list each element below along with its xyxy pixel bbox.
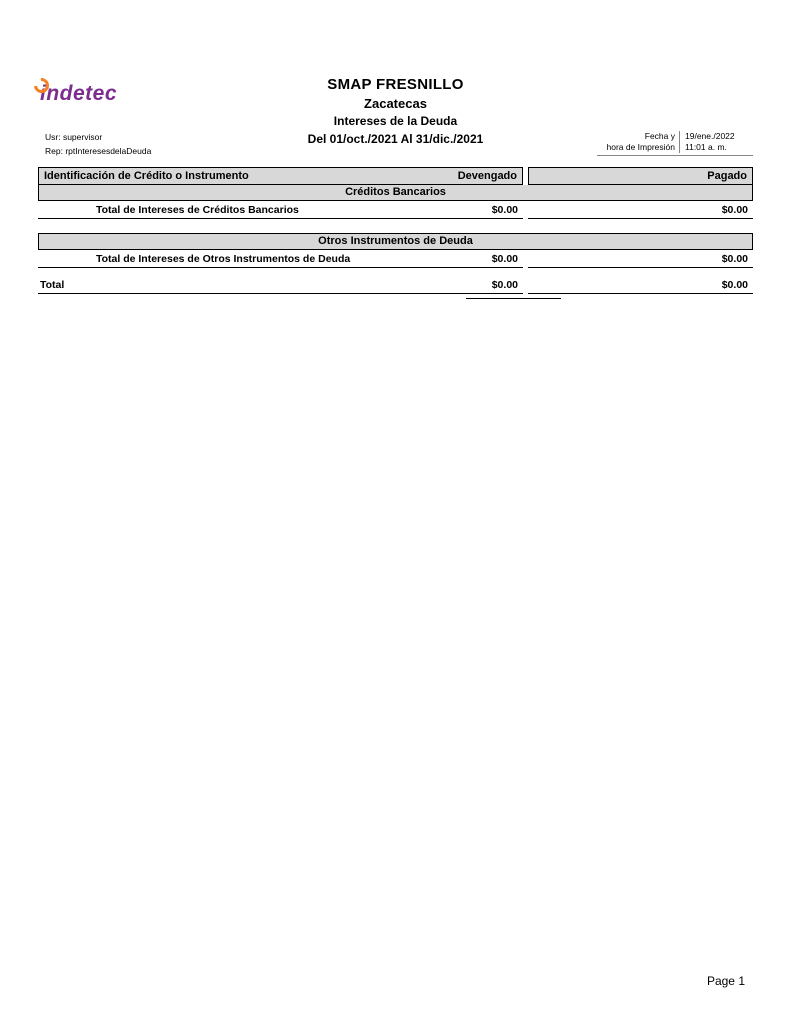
table-row bbox=[38, 203, 753, 219]
org-name: SMAP FRESNILLO bbox=[327, 76, 464, 93]
indetec-logo-text: indetec bbox=[40, 82, 118, 105]
section-creditos-bancarios: Créditos Bancarios bbox=[38, 185, 753, 201]
row-pagado: $0.00 bbox=[528, 203, 753, 219]
col-pagado: Pagado bbox=[528, 167, 753, 185]
date-label: Fecha y bbox=[644, 131, 675, 141]
time-label: hora de Impresión bbox=[606, 142, 675, 152]
col-devengado: Devengado bbox=[457, 170, 517, 182]
table-row bbox=[38, 252, 753, 268]
print-datetime bbox=[597, 131, 753, 156]
table-header-row bbox=[38, 167, 753, 185]
report-title: Intereses de la Deuda bbox=[333, 114, 458, 128]
org-state: Zacatecas bbox=[364, 96, 427, 111]
report-meta bbox=[45, 130, 151, 158]
page-number: Page 1 bbox=[706, 974, 745, 988]
section-otros-instrumentos: Otros Instrumentos de Deuda bbox=[38, 233, 753, 250]
report-label: Rep: rptInteresesdelaDeuda bbox=[45, 146, 152, 156]
closing-rule bbox=[466, 298, 561, 299]
row-pagado: $0.00 bbox=[528, 252, 753, 268]
total-pagado: $0.00 bbox=[528, 278, 753, 294]
report-period: Del 01/oct./2021 Al 31/dic./2021 bbox=[307, 132, 484, 146]
total-label: Total bbox=[40, 279, 65, 291]
row-devengado: $0.00 bbox=[491, 204, 518, 216]
interest-table bbox=[38, 167, 753, 299]
row-label: Total de Intereses de Otros Instrumentos de Deuda bbox=[96, 253, 351, 265]
row-label: Total de Intereses de Créditos Bancarios bbox=[96, 204, 299, 216]
user-label: Usr: supervisor bbox=[45, 132, 103, 142]
time-value: 11:01 a. m. bbox=[679, 142, 753, 153]
row-devengado: $0.00 bbox=[491, 253, 518, 265]
total-devengado: $0.00 bbox=[491, 279, 518, 291]
col-identification: Identificación de Crédito o Instrumento bbox=[44, 170, 249, 182]
date-value: 19/ene./2022 bbox=[679, 131, 753, 142]
total-row bbox=[38, 278, 753, 294]
